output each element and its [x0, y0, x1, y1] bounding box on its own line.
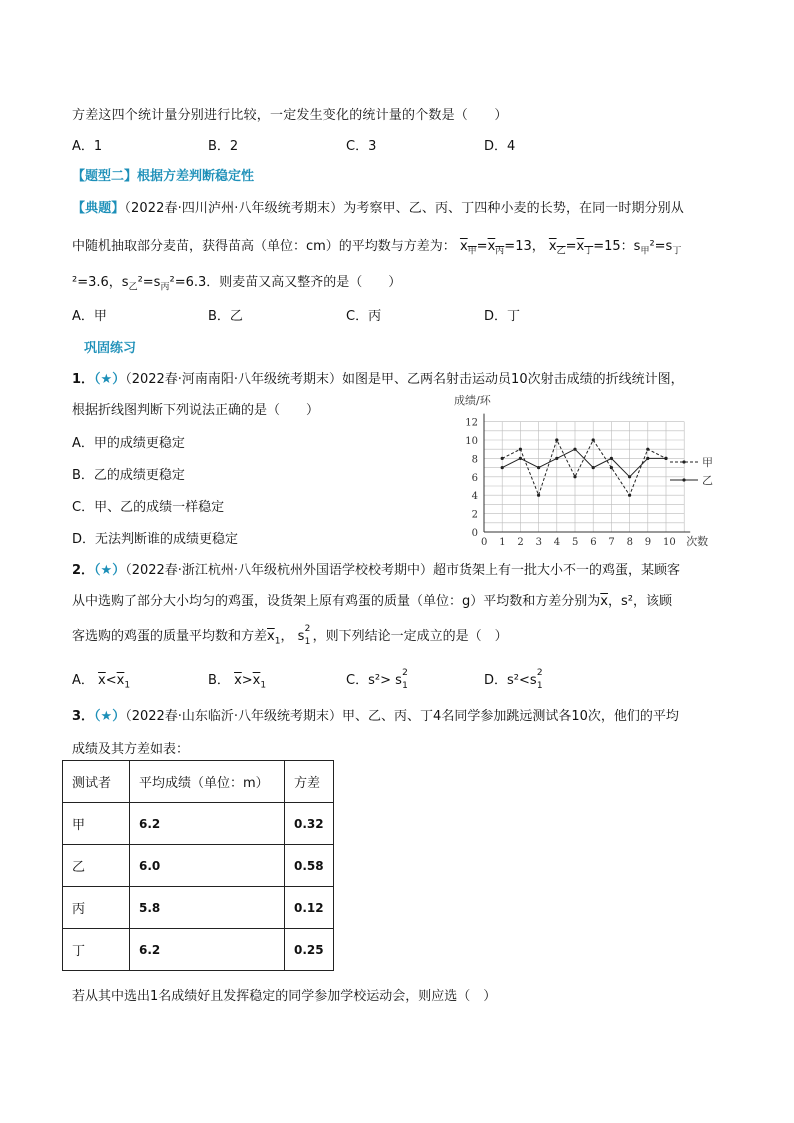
intro-option-b[interactable]: B．2 [208, 139, 239, 154]
legend-marker [682, 460, 685, 463]
q1-line-1: 1．（★）（2022春·河南南阳·八年级统考期末）如图是甲、乙两名射击运动员10次射击成绩的折线统计图， [72, 372, 684, 387]
section-title: 【题型二】根据方差判断稳定性 [72, 169, 255, 184]
x-tick-label: 5 [572, 537, 579, 548]
data-point [592, 466, 595, 469]
example-tag: 【典题】 [72, 201, 125, 216]
table-row [63, 929, 334, 971]
table-row [63, 845, 334, 887]
x-tick-label: 8 [626, 537, 633, 548]
data-point [628, 475, 631, 478]
q2-option-c[interactable]: C．s²> s 2 1 [346, 668, 408, 691]
data-point [555, 438, 558, 441]
data-point [537, 494, 540, 497]
y-tick-label: 2 [471, 509, 478, 521]
example-line-3: ²=3.6，$s_乙^2=s_丙^2=6.3$．则麦苗又高又整齐的是（ ） [72, 275, 402, 293]
example-option-c[interactable]: C．丙 [346, 309, 382, 324]
q1-option-a[interactable]: A．甲的成绩更稳定 [72, 436, 185, 451]
data-point [592, 438, 595, 441]
table-cell: 0.58 [285, 845, 334, 887]
x-bar-jia: $x_甲$ [459, 239, 477, 257]
q1-option-d[interactable]: D．无法判断谁的成绩更稳定 [72, 532, 239, 547]
intro-option-c[interactable]: C．3 [346, 139, 377, 154]
example-text-1: （2022春·四川泸州·八年级统考期末）为考察甲、乙、丙、丁四种小麦的长势，在同一时期分别从 [124, 201, 684, 216]
q3-footer: 若从其中选出1名成绩好且发挥稳定的同学参加学校运动会，则应选（ ） [72, 989, 497, 1004]
x-tick-label: 4 [553, 537, 561, 548]
table-cell: 0.12 [285, 887, 334, 929]
x-tick-label: 6 [590, 537, 597, 548]
q2-line-3: 客选购的鸡蛋的质量平均数和方差$\overline{x}_1$， s 2 1 ，则下列结论一定成立的是（ ） [72, 624, 508, 647]
x-tick-label: 7 [608, 537, 615, 548]
table-cell: 0.25 [285, 929, 334, 971]
table-cell: 6.0 [130, 845, 285, 887]
data-point [501, 466, 504, 469]
table-cell: 6.2 [130, 929, 285, 971]
q1-option-c[interactable]: C．甲、乙的成绩一样稳定 [72, 500, 225, 515]
data-point [664, 457, 667, 460]
table-header: 方差 [285, 761, 334, 803]
data-point [610, 457, 613, 460]
data-point [573, 448, 576, 451]
data-point [646, 448, 649, 451]
example-line-1 [72, 197, 684, 216]
x-bar-ding: $x_丁$ [576, 239, 594, 257]
x-tick-label: 9 [644, 537, 652, 548]
legend-marker [682, 478, 685, 481]
table-header: 测试者 [63, 761, 130, 803]
example-option-a[interactable]: A．甲 [72, 309, 107, 324]
score-table [62, 760, 334, 971]
y-tick-label: 0 [471, 528, 478, 539]
q2-option-d[interactable]: D．s²<s 2 1 [484, 668, 543, 691]
data-point [628, 494, 631, 497]
y-axis-label: 成绩/环 [454, 394, 491, 407]
y-tick-label: 4 [471, 491, 478, 503]
legend-label: 乙 [702, 474, 713, 487]
q1-line-2: 根据折线图判断下列说法正确的是（ ） [72, 403, 320, 418]
data-point [537, 466, 540, 469]
y-tick-label: 8 [471, 454, 478, 466]
table-cell: 丙 [63, 887, 130, 929]
series-line-2 [502, 449, 666, 477]
table-cell: 丁 [63, 929, 130, 971]
x-tick-label: 1 [499, 537, 506, 548]
table-cell: 乙 [63, 845, 130, 887]
intro-option-a[interactable]: A．1 [72, 139, 103, 154]
data-point [555, 457, 558, 460]
data-point [519, 457, 522, 460]
q1-option-b[interactable]: B．乙的成绩更稳定 [72, 468, 185, 483]
y-tick-label: 6 [471, 472, 478, 484]
x-bar-yi: $x_乙$ [548, 239, 566, 257]
line-chart [448, 390, 728, 550]
example-text-2a: 中随机抽取部分麦苗，获得苗高（单位：cm）的平均数与方差为： [72, 239, 456, 254]
legend-label: 甲 [702, 456, 713, 469]
data-point [646, 457, 649, 460]
table-row [63, 803, 334, 845]
star-icon: （★） [94, 563, 126, 578]
y-tick-label: 10 [465, 436, 478, 447]
x-axis-label: 次数 [686, 535, 709, 548]
example-option-d[interactable]: D．丁 [484, 309, 521, 324]
table-cell: 0.32 [285, 803, 334, 845]
intro-option-d[interactable]: D．4 [484, 139, 516, 154]
intro-line: 方差这四个统计量分别进行比较，一定发生变化的统计量的个数是（ ） [72, 108, 508, 123]
q2-option-a[interactable]: A． $\overline{x}<\overline{x}_1$ [72, 673, 131, 691]
data-point [573, 475, 576, 478]
x-tick-label: 2 [517, 537, 524, 548]
star-icon: （★） [94, 709, 126, 724]
data-point [501, 457, 504, 460]
y-tick-label: 12 [465, 417, 478, 429]
star-icon: （★） [94, 372, 126, 387]
x-tick-label: 3 [535, 537, 542, 548]
q3-line-2: 成绩及其方差如表： [72, 742, 190, 757]
q2-line-1: 2．（★）（2022春·浙江杭州·八年级杭州外国语学校校考期中）超市货架上有一批大小不一的鸡蛋，某顾客 [72, 563, 681, 578]
q2-option-b[interactable]: B． $\overline{x}>\overline{x}_1$ [208, 673, 267, 691]
table-cell: 5.8 [130, 887, 285, 929]
example-line-2: 中随机抽取部分麦苗，获得苗高（单位：cm）的平均数与方差为： $x_甲=x_丙=13$， $x_乙=x_丁=15$：$s_甲^2=s_丁$ [72, 239, 682, 257]
table-row [63, 887, 334, 929]
q2-line-2: 从中选购了部分大小均匀的鸡蛋，设货架上原有鸡蛋的质量（单位：g）平均数和方差分别为$\overline{x}$，s²，该顾 [72, 594, 672, 609]
table-header: 平均成绩（单位：m） [130, 761, 285, 803]
example-option-b[interactable]: B．乙 [208, 309, 243, 324]
x-bar-bing: $x_丙$ [487, 239, 505, 257]
x-tick-label: 0 [481, 537, 488, 548]
table-cell: 6.2 [130, 803, 285, 845]
data-point [519, 448, 522, 451]
q3-line-1: 3．（★）（2022春·山东临沂·八年级统考期末）甲、乙、丙、丁4名同学参加跳远测试各10次，他们的平均 [72, 709, 679, 724]
practice-title: 巩固练习 [84, 341, 137, 356]
table-cell: 甲 [63, 803, 130, 845]
table-header-row [63, 761, 334, 803]
x-tick-label: 10 [663, 537, 676, 548]
data-point [610, 466, 613, 469]
